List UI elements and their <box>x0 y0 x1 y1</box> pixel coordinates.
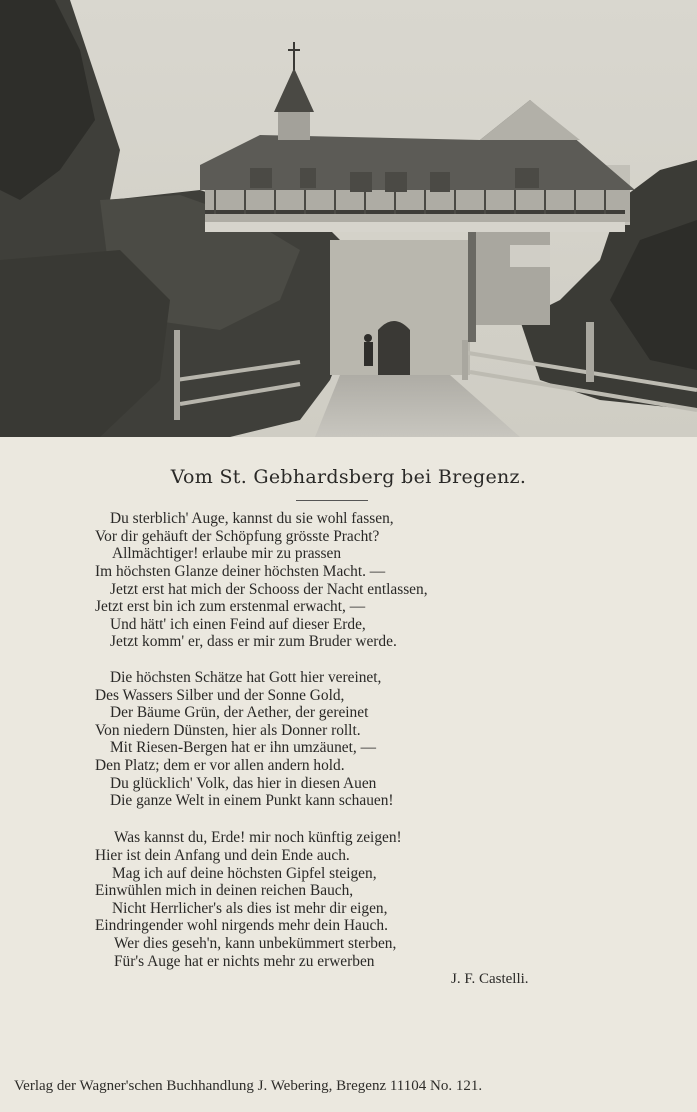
poem-line: Jetzt erst hat mich der Schooss der Nacht entlassen, <box>110 581 428 598</box>
poem-line: Jetzt erst bin ich zum erstenmal erwacht, — <box>95 598 366 615</box>
poem-title: Vom St. Gebhardsberg bei Bregenz. <box>170 466 527 488</box>
poem-line: Wer dies geseh'n, kann unbekümmert sterben, <box>114 935 397 952</box>
poem-line: Mag ich auf deine höchsten Gipfel steigen, <box>112 865 377 882</box>
poem-line: Hier ist dein Anfang und dein Ende auch. <box>95 847 350 864</box>
poem-line: Du sterblich' Auge, kannst du sie wohl fassen, <box>110 510 394 527</box>
poem-line: Allmächtiger! erlaube mir zu prassen <box>112 545 342 562</box>
poem-line: Eindringender wohl nirgends mehr dein Hauch. <box>95 917 388 934</box>
poem-line: Die ganze Welt in einem Punkt kann schauen! <box>110 792 394 809</box>
poem-line: Des Wassers Silber und der Sonne Gold, <box>95 687 345 704</box>
poem-line: Für's Auge hat er nichts mehr zu erwerben <box>114 953 375 970</box>
poem-line: Was kannst du, Erde! mir noch künftig zeigen! <box>114 829 402 846</box>
poem-line: Den Platz; dem er vor allen andern hold. <box>95 757 345 774</box>
poem-line: Du glücklich' Volk, das hier in diesen Auen <box>110 775 377 792</box>
poem-line: Nicht Herrlicher's als dies ist mehr dir eigen, <box>112 900 388 917</box>
poem-line: Und hätt' ich einen Feind auf dieser Erde, <box>110 616 366 633</box>
poem-line: Von niedern Dünsten, hier als Donner rollt. <box>95 722 361 739</box>
poem-line: Im höchsten Glanze deiner höchsten Macht. — <box>95 563 386 580</box>
poem-line: Die höchsten Schätze hat Gott hier vereinet, <box>110 669 382 686</box>
title-divider <box>296 500 368 501</box>
poem-line: Einwühlen mich in deinen reichen Bauch, <box>95 882 354 899</box>
photo-gebhardsberg <box>0 0 697 437</box>
poem-line: Der Bäume Grün, der Aether, der gereinet <box>110 704 369 721</box>
poem-author: J. F. Castelli. <box>451 971 529 987</box>
publisher-line: Verlag der Wagner'schen Buchhandlung J. Webering, Bregenz 11104 No. 121. <box>14 1078 483 1094</box>
poem-line: Mit Riesen-Bergen hat er ihn umzäunet, — <box>110 739 376 756</box>
poem-line: Jetzt komm' er, dass er mir zum Bruder werde. <box>110 633 397 650</box>
poem-line: Vor dir gehäuft der Schöpfung grösste Pracht? <box>95 528 380 545</box>
